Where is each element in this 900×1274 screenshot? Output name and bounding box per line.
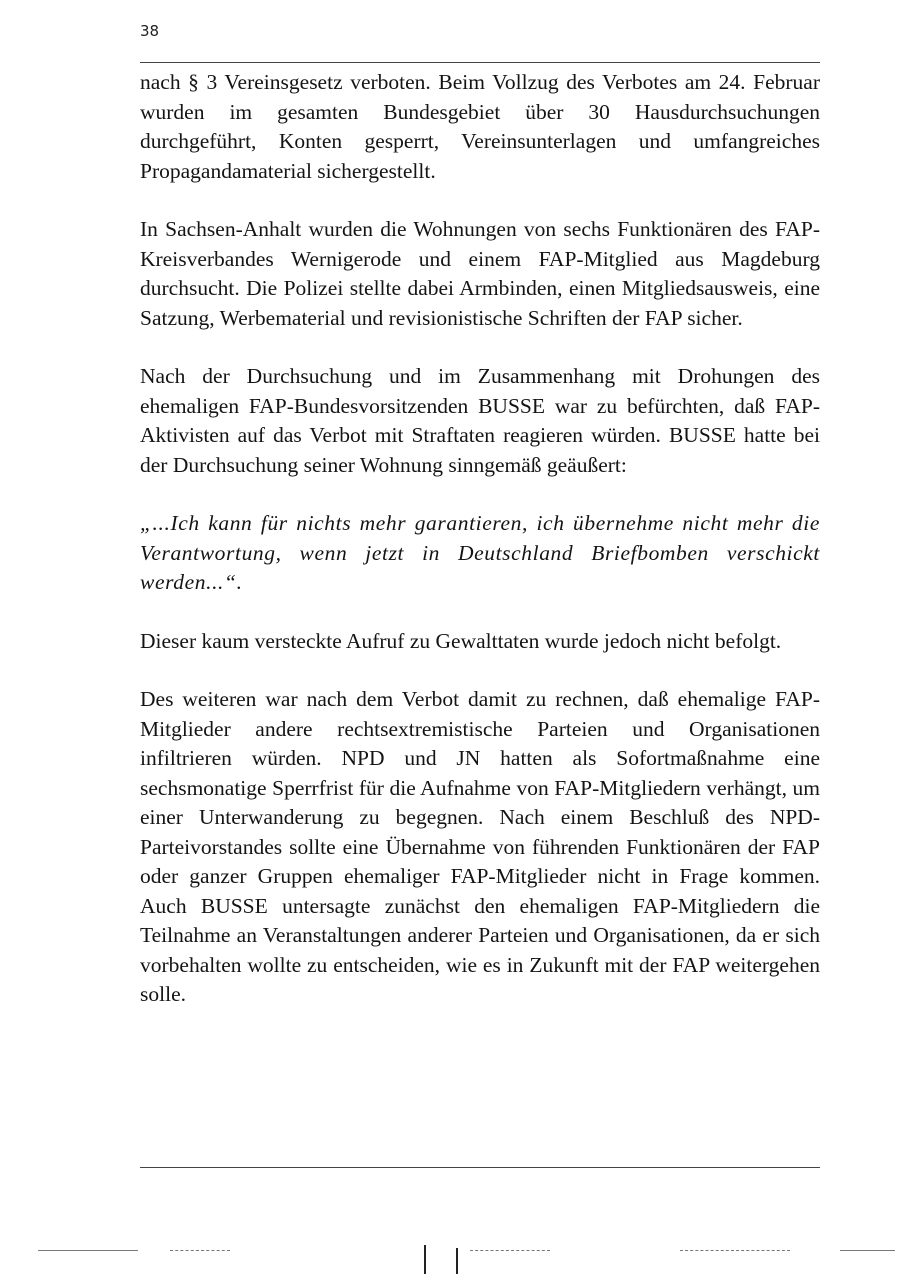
footer-rule xyxy=(140,1167,820,1168)
scan-artifact-line xyxy=(470,1250,550,1251)
paragraph-durchsuchung: Nach der Durchsuchung und im Zusammenhang mit Drohungen des ehemaligen FAP-Bundesvorsitzenden BUSSE war zu befürchten, daß FAP-Aktivisten auf das Verbot mit Straftaten reagieren würden. BUSSE hatte bei der Durchsuchung seiner Wohnung sinngemäß geäußert: xyxy=(140,364,820,477)
scan-artifact-line xyxy=(170,1250,230,1251)
paragraph-vereinsgesetz: nach § 3 Vereinsgesetz verboten. Beim Vollzug des Verbotes am 24. Februar wurden im gesamten Bundesgebiet über 30 Hausdurchsuchungen durchgeführt, Konten gesperrt, Vereinsunterlagen und umfangreiches Propagandamaterial sichergestellt. xyxy=(140,70,820,183)
scan-artifact-bar xyxy=(456,1248,458,1274)
paragraph-sachsen-anhalt: In Sachsen-Anhalt wurden die Wohnungen von sechs Funktionären des FAP-Kreisverbandes Wernigerode und einem FAP-Mitglied aus Magdeburg durchsucht. Die Polizei stellte dabei Armbinden, einen Mitgliedsausweis, eine Satzung, Werbematerial und revisionistische Schriften der FAP sicher. xyxy=(140,217,820,330)
scan-artifact-line xyxy=(840,1250,895,1251)
scan-artifact-line xyxy=(38,1250,138,1251)
paragraph-aufruf: Dieser kaum versteckte Aufruf zu Gewalttaten wurde jedoch nicht befolgt. xyxy=(140,628,782,653)
scan-artifact-line xyxy=(680,1250,790,1251)
page-body xyxy=(140,68,820,1039)
header-rule xyxy=(140,62,820,63)
paragraph-infiltration: Des weiteren war nach dem Verbot damit zu rechnen, daß ehemalige FAP-Mitglieder andere rechtsextremistische Parteien und Organisationen infiltrieren würden. NPD und JN hatten als Sofortmaßnahme eine sechsmonatige Sperrfrist für die Aufnahme von FAP-Mitgliedern verhängt, um einer Unterwanderung zu begegnen. Nach einem Beschluß des NPD-Parteivorstandes sollte eine Übernahme von führenden Funktionären der FAP oder ganzer Gruppen ehemaliger FAP-Mitglieder nicht in Frage kommen. Auch BUSSE untersagte zunächst den ehemaligen FAP-Mitgliedern die Teilnahme an Veranstaltungen anderer Parteien und Organisationen, da er sich vorbehalten wollte zu entscheiden, wie es in Zukunft mit der FAP weitergehen solle. xyxy=(140,687,820,1006)
quote-busse: „...Ich kann für nichts mehr garantieren, ich übernehme nicht mehr die Verantwortung, wenn jetzt in Deutschland Briefbomben verschickt werden...“. xyxy=(140,511,820,594)
page-number: 38 xyxy=(140,22,160,40)
scan-artifact-bar xyxy=(424,1245,426,1274)
